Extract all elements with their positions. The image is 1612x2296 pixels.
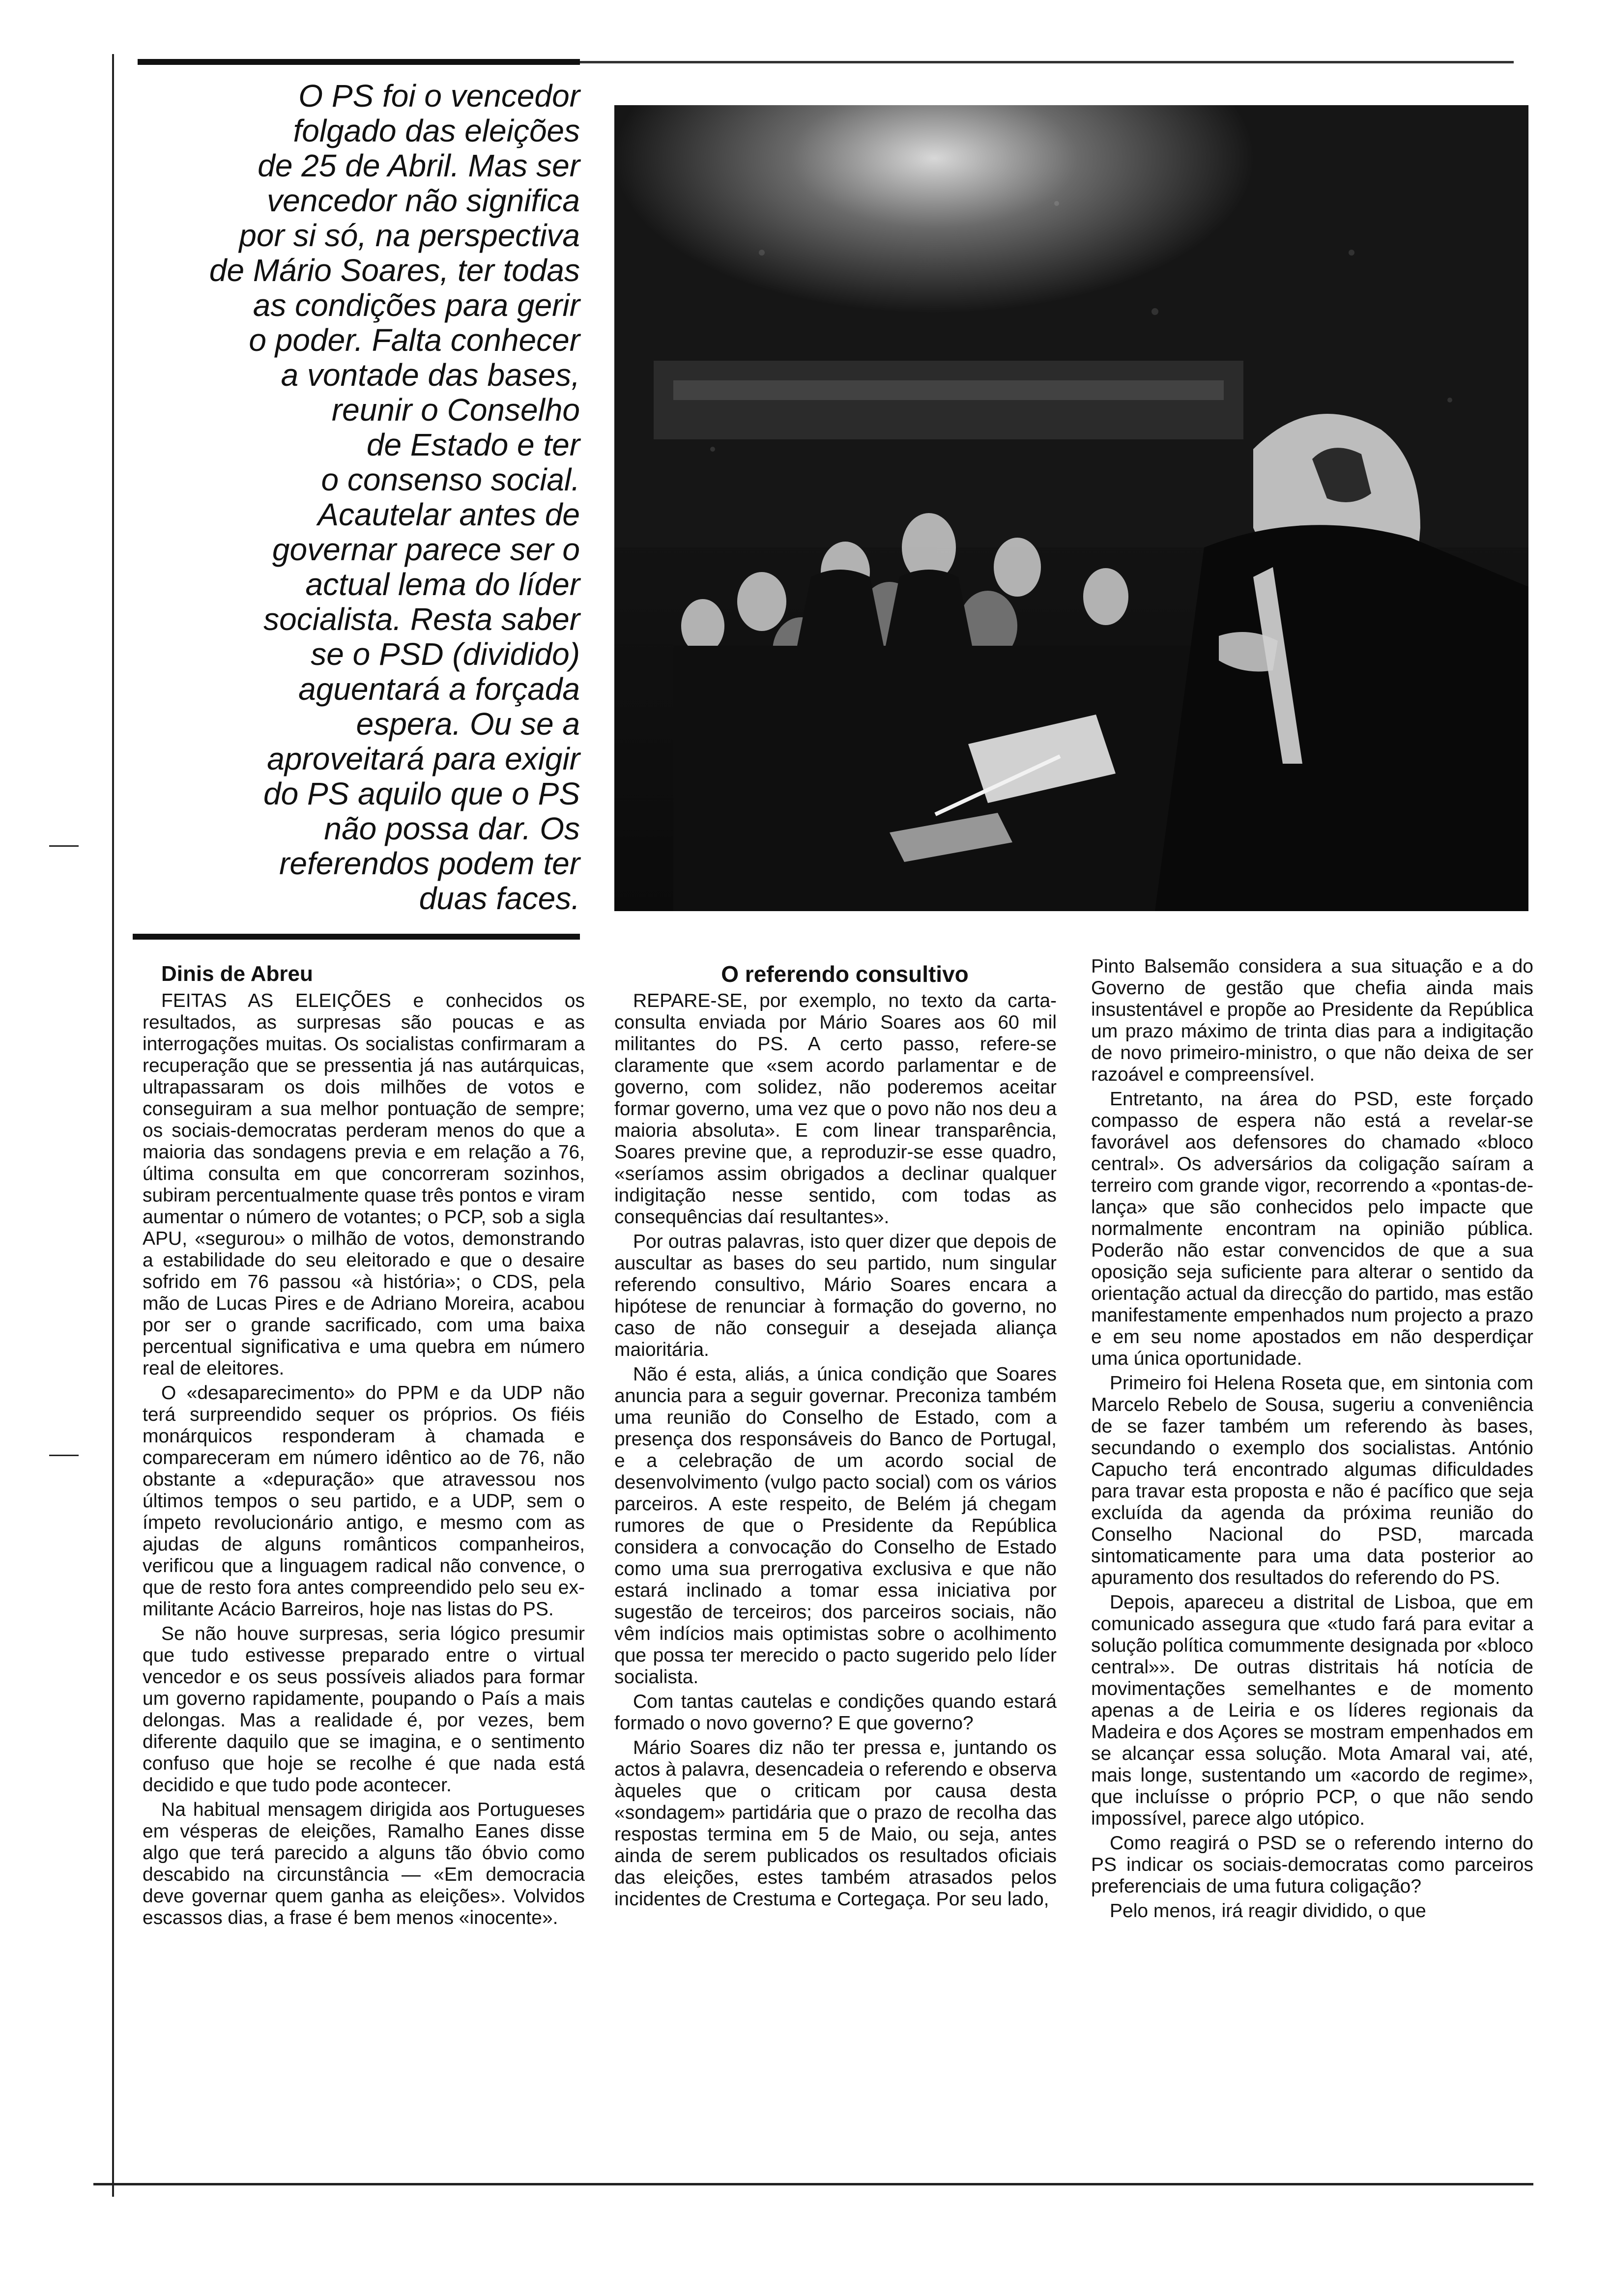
lead-line: vencedor não significa (267, 183, 580, 218)
page-bottom-rule (93, 2183, 1533, 2185)
lead-line: do PS aquilo que o PS (263, 776, 580, 811)
lead-line: as condições para gerir (253, 287, 580, 323)
column-2-body (614, 990, 1057, 1910)
lead-line: se o PSD (dividido) (311, 636, 580, 672)
paragraph: Com tantas cautelas e condições quando estará formado o novo governo? E que governo? (614, 1691, 1057, 1734)
paragraph: Se não houve surpresas, seria lógico presumir que tudo estivesse preparado entre o virtual vencedor e os seus possíveis aliados para formar um governo rapidamente, poupando o País a mais delongas. Mas a realidade é, por vezes, bem diferente daquilo que se imagina, e o sentimento confuso que hoje se recolhe é que nada está decidido e que tudo pode acontecer. (143, 1623, 585, 1796)
paragraph: FEITAS AS ELEIÇÕES e conhecidos os resultados, as surpresas são poucas e as interrogações muitas. Os socialistas confirmaram a recuperação que se pressentia já nas autárquicas, ultrapassaram os dois milhões de votos e conseguiram a sua melhor pontuação de sempre; os sociais-democratas perderam menos do que a maioria das sondagens previa e em relação a 76, última consulta em que concorreram sozinhos, subiram percentualmente quase três pontos e viram aumentar o número de votantes; o PCP, sob a sigla APU, «segurou» o milhão de votos, demonstrando a estabilidade do seu eleitorado e que o desaire sofrido em 76 passou «à história»; o CDS, pela mão de Lucas Pires e de Adriano Moreira, acabou por ser o grande sacrificado, com uma baixa percentual significativa e uma quebra em número real de eleitores. (143, 990, 585, 1379)
lead-line: não possa dar. Os (324, 811, 580, 846)
lead-line: actual lema do líder (305, 567, 580, 602)
lead-line: governar parece ser o (272, 532, 580, 567)
paragraph: Como reagirá o PSD se o referendo interno do PS indicar os sociais-democratas como parceiros preferenciais de uma futura coligação? (1091, 1833, 1533, 1897)
byline: Dinis de Abreu (161, 962, 313, 986)
lead-line: duas faces. (419, 881, 580, 916)
margin-tick (49, 1455, 79, 1456)
lead-line: Acautelar antes de (317, 497, 580, 532)
lead-line: reunir o Conselho (331, 392, 580, 428)
lead-paragraph (147, 79, 580, 916)
lead-line: o consenso social. (321, 462, 580, 497)
paragraph: Primeiro foi Helena Roseta que, em sintonia com Marcelo Rebelo de Sousa, sugeriu a conveniência de se fazer também um referendo às bases, secundando o exemplo dos socialistas. António Capucho terá encontrado algumas dificuldades para travar esta proposta e não é pacífico que seja excluída da agenda da próxima reunião do Conselho Nacional do PSD, marcada sintomaticamente para uma data posterior ao apuramento dos resultados do referendo do PS. (1091, 1373, 1533, 1588)
paragraph: Entretanto, na área do PSD, este forçado compasso de espera não está a revelar-se favorável aos defensores do chamado «bloco central». Os adversários da coligação saíram a terreiro com grande vigor, recorrendo a «pontas-de-lança» que são conhecidos pelo impacte que normalmente encontram na opinião pública. Poderão não estar convencidos de que a sua oposição seja suficiente para alterar o sentido da orientação actual da direcção do partido, mas estão manifestamente empenhados num projecto a prazo e em seu nome apostados em não desperdiçar uma única oportunidade. (1091, 1089, 1533, 1369)
column-3-body (1091, 956, 1533, 1922)
paragraph: REPARE-SE, por exemplo, no texto da carta-consulta enviada por Mário Soares aos 60 mil militantes do PS. A certo passo, refere-se claramente que «sem acordo parlamentar e de governo, com solidez, não poderemos aceitar formar governo, uma vez que o povo não nos deu a maioria absoluta». E com linear transparência, Soares previne que, a reproduzir-se esse quadro, «seríamos assim obrigados a declinar qualquer indigitação nesse sentido, com todas as consequências daí resultantes». (614, 990, 1057, 1228)
article-photo (614, 105, 1528, 911)
lead-line: de Estado e ter (366, 427, 580, 462)
paragraph: Pelo menos, irá reagir dividido, o que (1110, 1900, 1426, 1922)
lead-line: socialista. Resta saber (263, 602, 580, 637)
lead-line: por si só, na perspectiva (239, 218, 580, 253)
lead-line: de Mário Soares, ter todas (209, 253, 580, 288)
photo-speaker-assembly-icon (614, 105, 1528, 911)
lead-line: espera. Ou se a (356, 706, 580, 742)
lead-bottom-rule (133, 934, 580, 940)
subheading: O referendo consultivo (721, 961, 969, 987)
lead-line: a vontade das bases, (281, 357, 580, 393)
paragraph: Depois, apareceu a distrital de Lisboa, que em comunicado assegura que «tudo fará para evitar a solução política comummente designada por «bloco central»». De outras distritais há notícia de movimentações semelhantes e de momento apenas a de Leiria e os líderes regionais da Madeira e dos Açores se mostram empenhados em se alcançar essa solução. Mota Amaral vai, até, mais longe, sustentando um «acordo de regime», que incluísse o próprio PCP, o que não sendo impossível, parece algo utópico. (1091, 1592, 1533, 1829)
article-column-3 (1091, 956, 1533, 1925)
column-1-body (143, 990, 585, 1929)
paragraph: Mário Soares diz não ter pressa e, juntando os actos à palavra, desencadeia o referendo e observa àqueles que o criticam por causa desta «sondagem» partidária que o prazo de recolha das respostas termina em 5 de Maio, ou seja, antes ainda de serem publicados os resultados oficiais das eleições, estes também atrasados pelos incidentes de Crestuma e Cortegaça. Por seu lado, (614, 1737, 1057, 1910)
lead-line: de 25 de Abril. Mas ser (258, 148, 580, 183)
margin-tick (49, 845, 79, 847)
lead-line: O PS foi o vencedor (298, 78, 580, 114)
lead-line: aguentará a forçada (298, 671, 580, 707)
article-column-1 (143, 961, 585, 1932)
top-rule (138, 59, 580, 65)
paragraph: O «desaparecimento» do PPM e da UDP não terá surpreendido sequer os próprios. Os fiéis monárquicos responderam à chamada e compareceram em número idêntico ao de 76, não obstante a «depuração» que atravessou nos últimos tempos o seu partido, e a UDP, sem o ímpeto revolucionário antigo, e mesmo com as ajudas de alguns românticos companheiros, verificou que a linguagem radical não convence, o que de resto fora antes compreendido pelo seu ex-militante Acácio Barreiros, hoje nas listas do PS. (143, 1382, 585, 1620)
paragraph: Pinto Balsemão considera a sua situação e a do Governo de gestão que chefia ainda mais insustentável e propõe ao Presidente da República um prazo máximo de trinta dias para a indigitação de novo primeiro-ministro, o que não deixa de ser razoável e compreensível. (1091, 956, 1533, 1085)
paragraph: Não é esta, aliás, a única condição que Soares anuncia para a seguir governar. Preconiza também uma reunião do Conselho de Estado, com a presença dos responsáveis do Banco de Portugal, e a celebração de um acordo social de desenvolvimento (vulgo pacto social) com os vários parceiros. A este respeito, de Belém já chegam rumores de que o Presidente da República considera a convocação do Conselho de Estado como uma sua prerrogativa exclusiva e que não estará inclinado a tomar essa iniciativa por sugestão de terceiros; dos parceiros sociais, não vêm indícios mais optimistas sobre o acolhimento que possa ter merecido o pacto sugerido pelo líder socialista. (614, 1364, 1057, 1688)
paragraph: Por outras palavras, isto quer dizer que depois de auscultar as bases do seu partido, num singular referendo consultivo, Mário Soares encara a hipótese de renunciar à formação do governo, no caso de não conseguir a desejada aliança maioritária. (614, 1231, 1057, 1360)
lead-line: aproveitará para exigir (267, 741, 580, 776)
top-rule-thin (580, 61, 1514, 63)
left-margin-line (112, 54, 114, 2197)
lead-line: o poder. Falta conhecer (249, 322, 580, 358)
lead-line: referendos podem ter (279, 846, 580, 881)
paragraph: Na habitual mensagem dirigida aos Portugueses em vésperas de eleições, Ramalho Eanes disse algo que terá parecido a alguns tão óbvio como descabido na circunstância — «Em democracia deve governar quem ganha as eleições». Volvidos escassos dias, a frase é bem menos «inocente». (143, 1799, 585, 1928)
lead-line: folgado das eleições (293, 113, 580, 148)
article-column-2 (614, 961, 1057, 1913)
